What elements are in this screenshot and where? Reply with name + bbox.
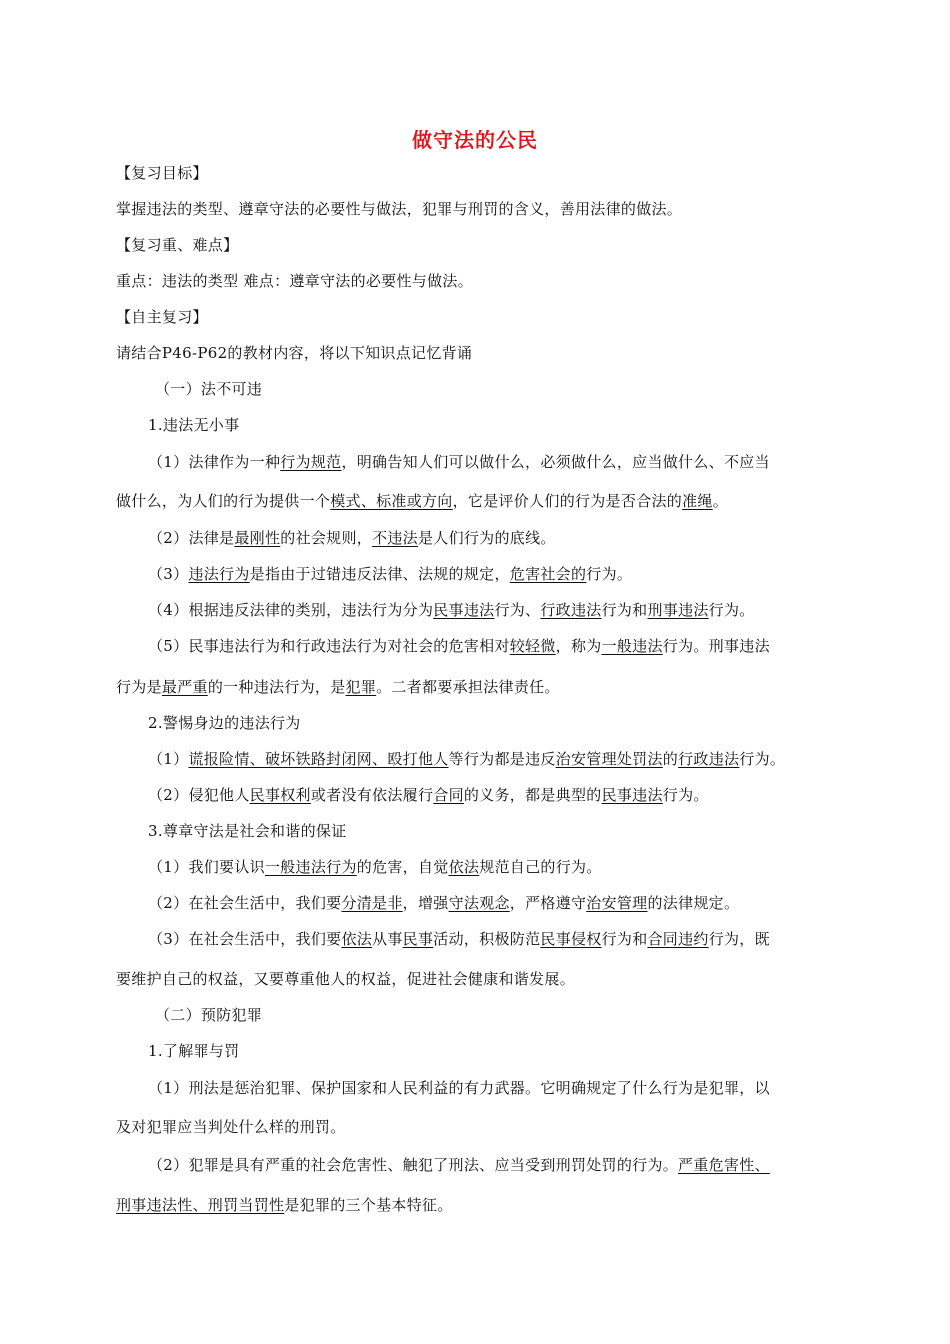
blank-answer: 准绳 bbox=[682, 492, 713, 510]
text: 规范自己的行为。 bbox=[479, 858, 602, 876]
text: ，它是评价人们的行为是否合法的 bbox=[452, 492, 683, 510]
text: 行为，既 bbox=[708, 930, 770, 948]
paragraph-2-2 bbox=[148, 785, 878, 805]
blank-answer: 刑事违法性、刑罚当罚性 bbox=[116, 1196, 285, 1214]
paragraph-4-2-line2 bbox=[116, 1195, 846, 1215]
blank-answer: 一般违法行为 bbox=[264, 858, 357, 876]
paragraph-1-3 bbox=[148, 564, 878, 584]
text: ，明确告知人们可以做什么，必须做什么，应当做什么、不应当 bbox=[341, 453, 770, 471]
text: 的义务，都是典型的 bbox=[463, 786, 602, 804]
blank-answer: 守法观念 bbox=[448, 894, 510, 912]
text: 等行为都是违反 bbox=[448, 750, 556, 768]
paragraph-1-1-line1 bbox=[148, 452, 878, 472]
text: 行为和 bbox=[601, 601, 648, 619]
paragraph-4-2-line1 bbox=[148, 1155, 878, 1175]
blank-answer: 治安管理 bbox=[586, 894, 648, 912]
blank-answer: 较轻微 bbox=[509, 637, 556, 655]
blank-answer: 最刚性 bbox=[234, 529, 281, 547]
blank-answer: 行政违法 bbox=[540, 601, 602, 619]
text: （2）犯罪是具有严重的社会危害性、触犯了刑法、应当受到刑罚处罚的行为。 bbox=[148, 1156, 679, 1174]
text: 的法律规定。 bbox=[647, 894, 740, 912]
text: 行为、 bbox=[494, 601, 541, 619]
text: 行为。 bbox=[586, 565, 633, 583]
blank-answer: 模式、标准或方向 bbox=[330, 492, 453, 510]
blank-answer: 谎报险情、破坏铁路封闭网、殴打他人 bbox=[188, 750, 449, 768]
blank-answer: 犯罪 bbox=[345, 678, 377, 696]
text: （3） bbox=[148, 565, 189, 583]
text: 是人们行为的底线。 bbox=[417, 529, 556, 547]
text: 做什么，为人们的行为提供一个 bbox=[116, 492, 331, 510]
text: （5）民事违法行为和行政违法行为对社会的危害相对 bbox=[148, 637, 510, 655]
paragraph-1-4 bbox=[148, 600, 878, 620]
text: 行为。 bbox=[739, 750, 786, 768]
text: 活动，积极防范 bbox=[433, 930, 541, 948]
blank-answer: 严重危害性、 bbox=[678, 1156, 770, 1174]
text: 行为。 bbox=[662, 786, 709, 804]
text: （2）法律是 bbox=[148, 529, 235, 547]
blank-answer: 民事侵权 bbox=[540, 930, 602, 948]
text: 。 bbox=[712, 492, 729, 510]
text: 行为。刑事违法 bbox=[662, 637, 770, 655]
paragraph-1-5-line1 bbox=[148, 636, 878, 656]
intro-text: 请结合P46-P62的教材内容，将以下知识点记忆背诵 bbox=[116, 344, 473, 362]
blank-answer: 民事违法 bbox=[601, 786, 663, 804]
paragraph-4-1-line1: （1）刑法是惩治犯罪、保护国家和人民利益的有力武器。它明确规定了什么行为是犯罪，以 bbox=[148, 1079, 770, 1097]
document-title: 做守法的公民 bbox=[412, 128, 538, 152]
blank-answer: 依法 bbox=[341, 930, 373, 948]
blank-answer: 危害社会的 bbox=[509, 565, 587, 583]
text: （1）我们要认识 bbox=[148, 858, 265, 876]
blank-answer: 分清是非 bbox=[341, 894, 403, 912]
paragraph-3-3-line1 bbox=[148, 929, 878, 949]
blank-answer: 不违法 bbox=[372, 529, 418, 547]
text: 的 bbox=[662, 750, 679, 768]
paragraph-2-1 bbox=[148, 749, 878, 769]
text: 的一种违法行为，是 bbox=[207, 678, 346, 696]
blank-answer: 合同 bbox=[433, 786, 464, 804]
text: ，严格遵守 bbox=[509, 894, 587, 912]
text: ，称为 bbox=[555, 637, 602, 655]
text: 的危害，自觉 bbox=[356, 858, 449, 876]
blank-answer: 民事 bbox=[402, 930, 434, 948]
text: 行为是 bbox=[116, 678, 162, 696]
text: （1）法律作为一种 bbox=[148, 453, 281, 471]
goal-text: 掌握违法的类型、遵章守法的必要性与做法，犯罪与刑罚的含义，善用法律的做法。 bbox=[116, 200, 683, 218]
blank-answer: 行政违法 bbox=[678, 750, 740, 768]
blank-answer: 民事权利 bbox=[249, 786, 311, 804]
text: 行为。 bbox=[708, 601, 755, 619]
blank-answer: 违法行为 bbox=[188, 565, 250, 583]
paragraph-3-3-line2: 要维护自己的权益，又要尊重他人的权益，促进社会健康和谐发展。 bbox=[116, 970, 576, 988]
blank-answer: 刑事违法 bbox=[647, 601, 709, 619]
paragraph-1-2 bbox=[148, 528, 878, 548]
heading-self-review: 【自主复习】 bbox=[116, 308, 208, 326]
text: 是犯罪的三个基本特征。 bbox=[284, 1196, 453, 1214]
text: （3）在社会生活中，我们要 bbox=[148, 930, 342, 948]
section-heading-2: （二）预防犯罪 bbox=[155, 1006, 263, 1024]
blank-answer: 依法 bbox=[448, 858, 480, 876]
blank-answer: 治安管理处罚法 bbox=[555, 750, 663, 768]
subsection-heading-1-3: 3.尊章守法是社会和谐的保证 bbox=[148, 822, 347, 840]
heading-review-goal: 【复习目标】 bbox=[116, 164, 208, 182]
paragraph-3-1 bbox=[148, 857, 878, 877]
blank-answer: 一般违法 bbox=[601, 637, 663, 655]
text: （4）根据违反法律的类别，违法行为分为 bbox=[148, 601, 434, 619]
text: 的社会规则， bbox=[280, 529, 373, 547]
blank-answer: 行为规范 bbox=[280, 453, 342, 471]
key-points-text: 重点：违法的类型 难点：遵章守法的必要性与做法。 bbox=[116, 272, 473, 290]
blank-answer: 民事违法 bbox=[433, 601, 495, 619]
subsection-heading-1-2: 2.警惕身边的违法行为 bbox=[148, 714, 301, 732]
subsection-heading-1-1: 1.违法无小事 bbox=[148, 416, 240, 434]
text: （2）侵犯他人 bbox=[148, 786, 250, 804]
text: 从事 bbox=[372, 930, 403, 948]
text: （2）在社会生活中，我们要 bbox=[148, 894, 342, 912]
paragraph-1-1-line2 bbox=[116, 491, 846, 511]
text: ，增强 bbox=[402, 894, 449, 912]
subsection-heading-2-1: 1.了解罪与罚 bbox=[148, 1042, 240, 1060]
paragraph-4-1-line2: 及对犯罪应当判处什么样的刑罚。 bbox=[116, 1118, 346, 1136]
paragraph-1-5-line2 bbox=[116, 677, 846, 697]
paragraph-3-2 bbox=[148, 893, 878, 913]
blank-answer: 合同违约 bbox=[647, 930, 709, 948]
heading-key-points: 【复习重、难点】 bbox=[116, 236, 239, 254]
section-heading-1: （一）法不可违 bbox=[155, 380, 263, 398]
text: 。二者都要承担法律责任。 bbox=[376, 678, 560, 696]
text: 行为和 bbox=[601, 930, 648, 948]
text: 是指由于过错违反法律、法规的规定， bbox=[249, 565, 510, 583]
blank-answer: 最严重 bbox=[161, 678, 208, 696]
text: 或者没有依法履行 bbox=[310, 786, 434, 804]
text: （1） bbox=[148, 750, 189, 768]
